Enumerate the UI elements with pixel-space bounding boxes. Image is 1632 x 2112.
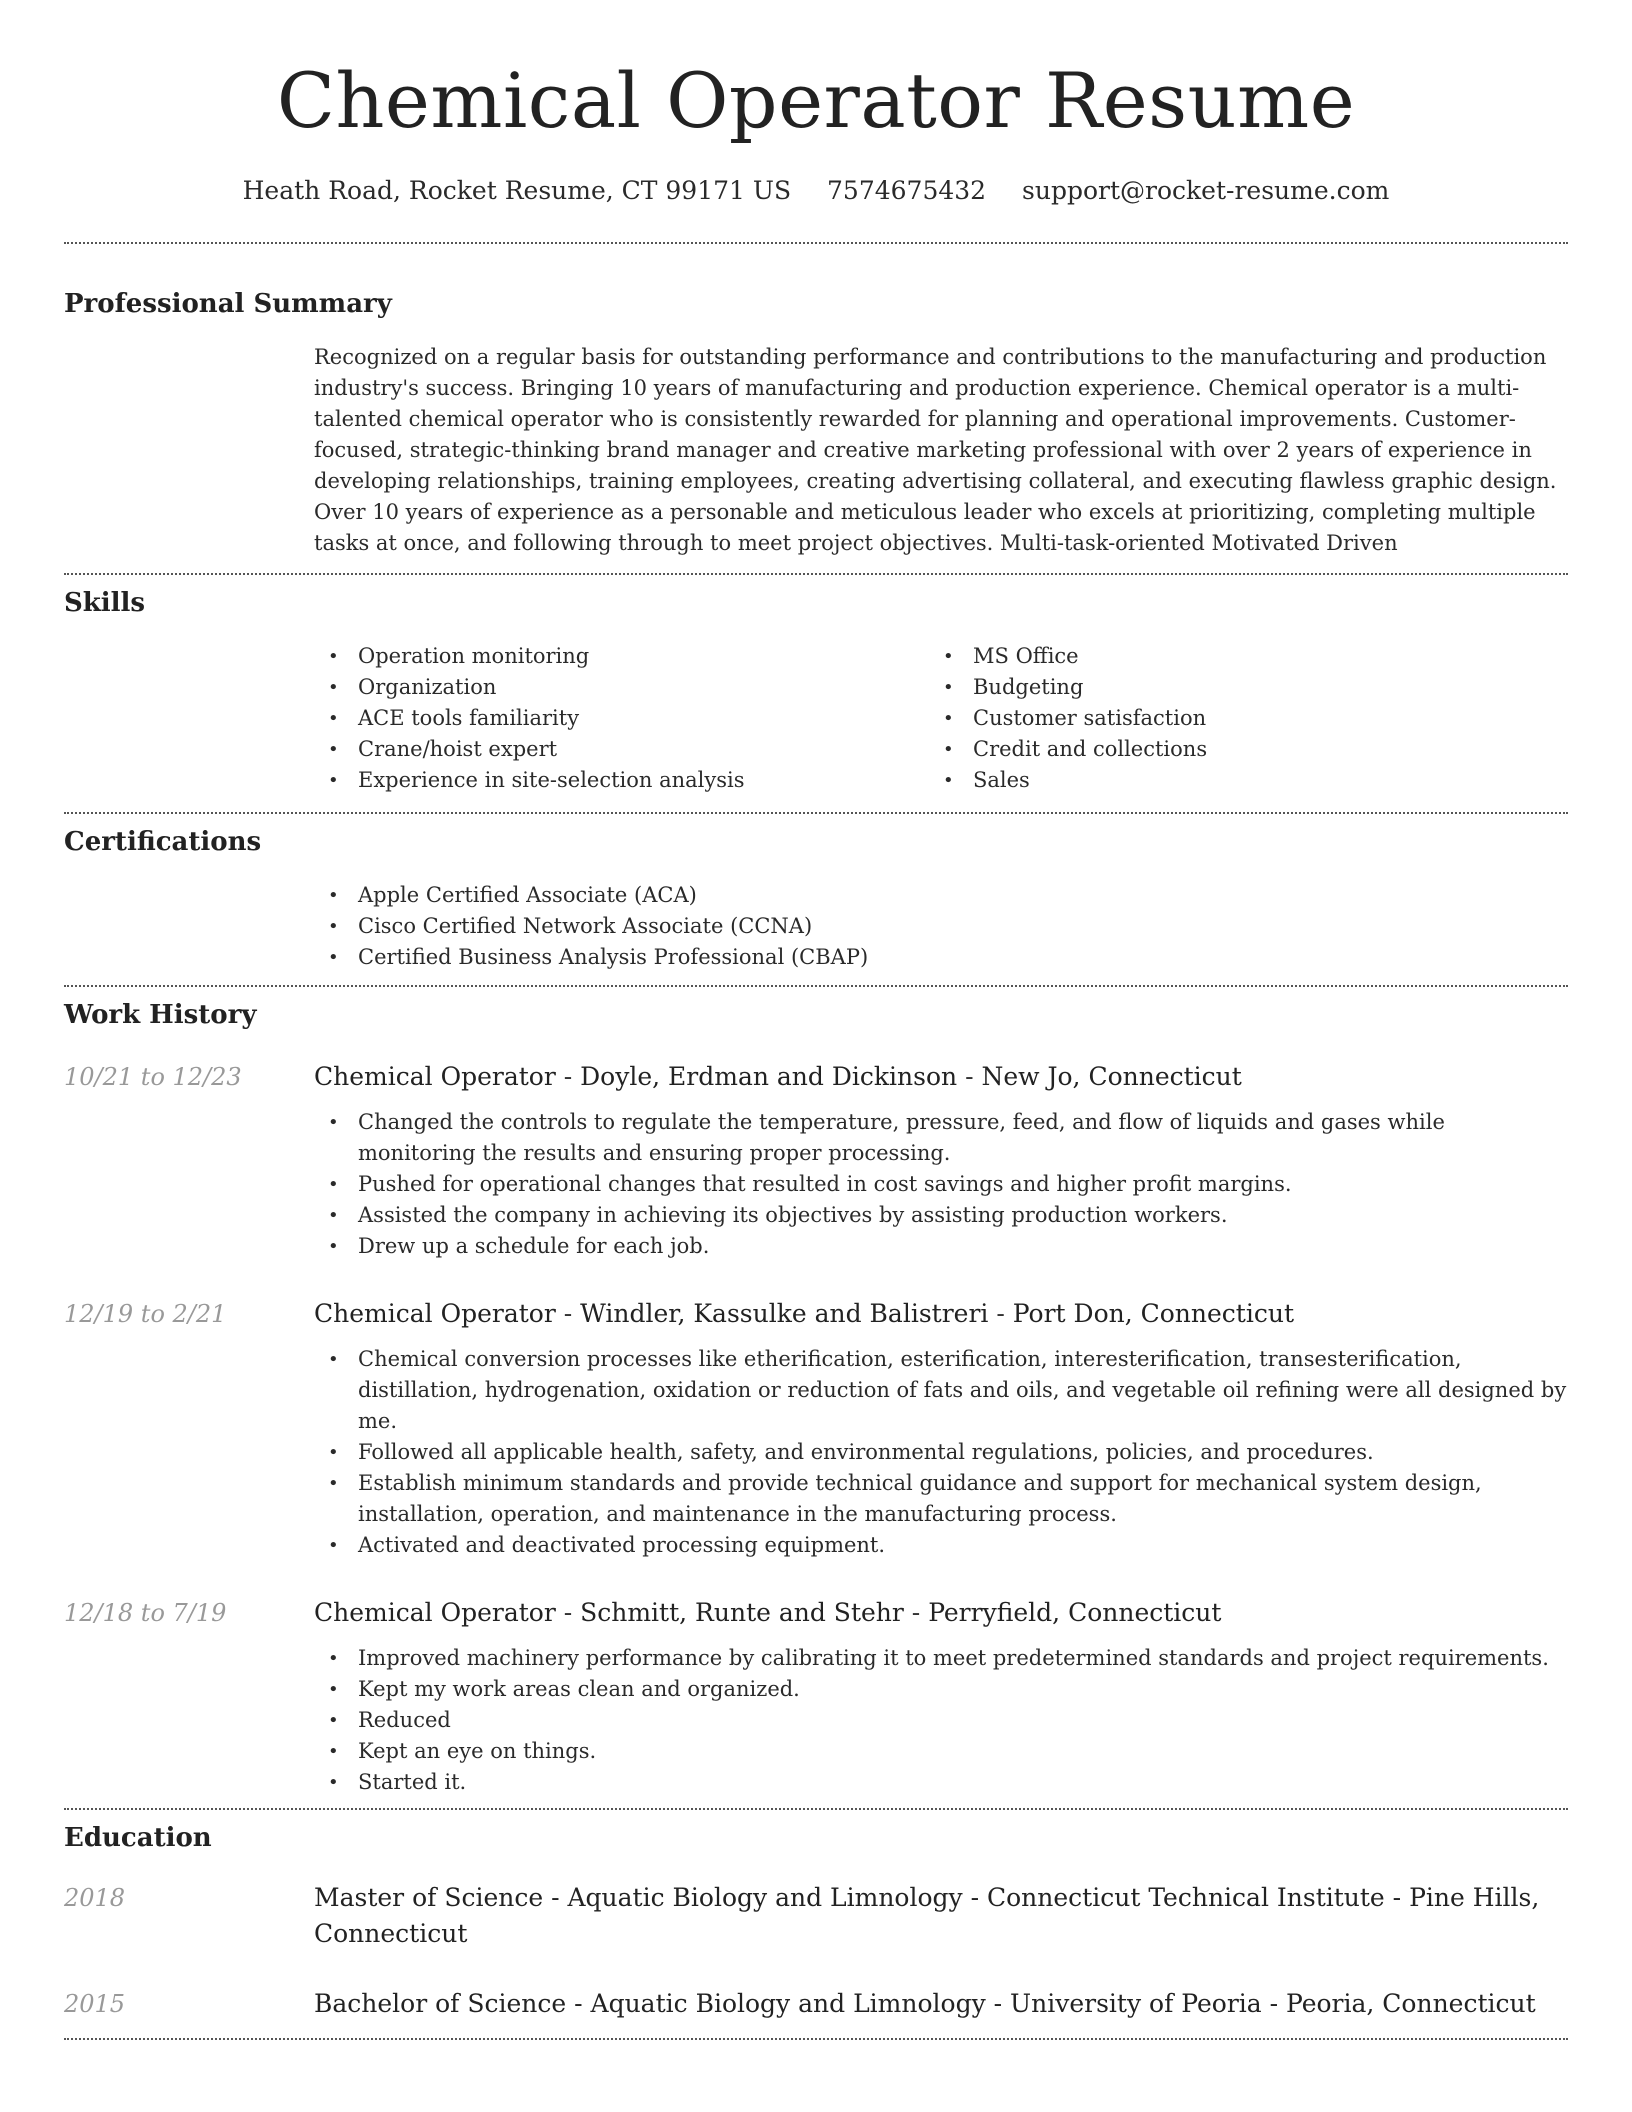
job-location: Port Don, Connecticut xyxy=(1012,1299,1294,1328)
work-dates: 12/19 to 2/21 xyxy=(64,1300,227,1328)
certifications-list xyxy=(314,880,1568,973)
certifications-heading: Certifications xyxy=(64,827,262,857)
skill-item: • Credit and collections xyxy=(929,734,1544,765)
work-entry-header xyxy=(64,1595,1568,1631)
divider xyxy=(64,573,1568,575)
divider xyxy=(64,242,1568,244)
summary-heading: Professional Summary xyxy=(64,289,392,319)
skill-item: • Sales xyxy=(929,765,1544,796)
work-bullet: • Improved machinery performance by calibrating it to meet predetermined standards and project requirements. xyxy=(314,1643,1568,1674)
contact-line xyxy=(64,176,1568,206)
skills-list xyxy=(314,641,1568,796)
work-title: Chemical Operator - Doyle, Erdman and Dickinson - New Jo, Connecticut xyxy=(314,1062,1242,1091)
certification-item: • Cisco Certified Network Associate (CCNA) xyxy=(314,911,1568,942)
work-entry xyxy=(64,1595,1568,1798)
skill-item: • Customer satisfaction xyxy=(929,703,1544,734)
job-company: Schmitt, Runte and Stehr xyxy=(580,1598,904,1627)
work-dates: 10/21 to 12/23 xyxy=(64,1063,242,1091)
work-bullets xyxy=(314,1643,1568,1798)
summary-text: Recognized on a regular basis for outstanding performance and contributions to the manufacturing and production industry's success. Bringing 10 years of manufacturing and production experience. Chemical operator is a multi-talented chemical operator who is consistently rewarded for planning and operational improvements. Customer-focused, strategic-thinking brand manager and creative marketing professional with over 2 years of experience in developing relationships, training employees, creating advertising collateral, and executing flawless graphic design. Over 10 years of experience as a personable and meticulous leader who excels at prioritizing, completing multiple tasks at once, and following through to meet project objectives. Multi-task-oriented Motivated Driven xyxy=(314,345,1557,555)
skill-item: • ACE tools familiarity xyxy=(314,703,929,734)
contact-address: Heath Road, Rocket Resume, CT 99171 US xyxy=(242,176,792,205)
divider xyxy=(64,985,1568,987)
skill-item: • Organization xyxy=(314,672,929,703)
work-bullet: • Followed all applicable health, safety, and environmental regulations, policies, and procedures. xyxy=(314,1437,1568,1468)
education-title: Bachelor of Science - Aquatic Biology and Limnology - University of Peoria - Peoria, Connecticut xyxy=(314,1989,1536,2018)
work-entry xyxy=(64,1059,1568,1262)
education-year: 2015 xyxy=(64,1990,126,2018)
job-company: Doyle, Erdman and Dickinson xyxy=(580,1062,958,1091)
divider xyxy=(64,2038,1568,2040)
work-bullet: • Drew up a schedule for each job. xyxy=(314,1231,1568,1262)
job-company: Windler, Kassulke and Balistreri xyxy=(580,1299,989,1328)
skill-item: • Budgeting xyxy=(929,672,1544,703)
work-history-heading: Work History xyxy=(64,1000,257,1030)
work-title: Chemical Operator - Windler, Kassulke and Balistreri - Port Don, Connecticut xyxy=(314,1299,1294,1328)
job-location: New Jo, Connecticut xyxy=(981,1062,1242,1091)
certification-item: • Apple Certified Associate (ACA) xyxy=(314,880,1568,911)
skills-heading: Skills xyxy=(64,588,146,618)
work-bullet: • Changed the controls to regulate the temperature, pressure, feed, and flow of liquids and gases while monitoring the results and ensuring proper processing. xyxy=(314,1107,1568,1169)
work-dates: 12/18 to 7/19 xyxy=(64,1599,227,1627)
work-bullet: • Pushed for operational changes that resulted in cost savings and higher profit margins. xyxy=(314,1169,1568,1200)
job-role: Chemical Operator xyxy=(314,1299,556,1328)
job-role: Chemical Operator xyxy=(314,1598,556,1627)
contact-phone: 7574675432 xyxy=(827,176,987,205)
divider xyxy=(64,812,1568,814)
education-year: 2018 xyxy=(64,1884,126,1912)
work-bullets xyxy=(314,1344,1568,1561)
skills-column-left xyxy=(314,641,929,796)
certifications-section xyxy=(64,826,1568,973)
skills-section xyxy=(64,587,1568,796)
work-bullet: • Reduced xyxy=(314,1705,1568,1736)
page-title: Chemical Operator Resume xyxy=(276,56,1356,145)
work-title: Chemical Operator - Schmitt, Runte and Stehr - Perryfield, Connecticut xyxy=(314,1598,1222,1627)
certification-item: • Certified Business Analysis Professional (CBAP) xyxy=(314,942,1568,973)
skill-item: • Operation monitoring xyxy=(314,641,929,672)
work-history-list xyxy=(64,1059,1568,1798)
work-bullet: • Establish minimum standards and provide technical guidance and support for mechanical system design, installation, operation, and maintenance in the manufacturing process. xyxy=(314,1468,1568,1530)
education-title: Master of Science - Aquatic Biology and Limnology - Connecticut Technical Institute - Pine Hills, Connecticut xyxy=(314,1883,1540,1948)
divider xyxy=(64,1808,1568,1810)
job-role: Chemical Operator xyxy=(314,1062,556,1091)
job-location: Perryfield, Connecticut xyxy=(928,1598,1222,1627)
work-bullet: • Chemical conversion processes like etherification, esterification, interesterification, transesterification, distillation, hydrogenation, oxidation or reduction of fats and oils, and vegetable oil refining were all designed by me. xyxy=(314,1344,1568,1437)
contact-email[interactable]: support@rocket-resume.com xyxy=(1022,176,1390,205)
work-bullet: • Started it. xyxy=(314,1767,1568,1798)
education-list xyxy=(64,1880,1568,2022)
education-heading: Education xyxy=(64,1823,212,1853)
work-history-section xyxy=(64,999,1568,1798)
work-entry xyxy=(64,1296,1568,1561)
skills-column-right xyxy=(929,641,1544,796)
work-bullet: • Kept an eye on things. xyxy=(314,1736,1568,1767)
skill-item: • Crane/hoist expert xyxy=(314,734,929,765)
work-bullets xyxy=(314,1107,1568,1262)
education-section xyxy=(64,1822,1568,2022)
education-entry xyxy=(64,1986,1568,2022)
work-entry-header xyxy=(64,1059,1568,1095)
work-bullet: • Activated and deactivated processing equipment. xyxy=(314,1530,1568,1561)
work-bullet: • Assisted the company in achieving its objectives by assisting production workers. xyxy=(314,1200,1568,1231)
work-bullet: • Kept my work areas clean and organized. xyxy=(314,1674,1568,1705)
skill-item: • Experience in site-selection analysis xyxy=(314,765,929,796)
work-entry-header xyxy=(64,1296,1568,1332)
skill-item: • MS Office xyxy=(929,641,1544,672)
education-entry xyxy=(64,1880,1568,1952)
summary-section xyxy=(64,288,1568,559)
